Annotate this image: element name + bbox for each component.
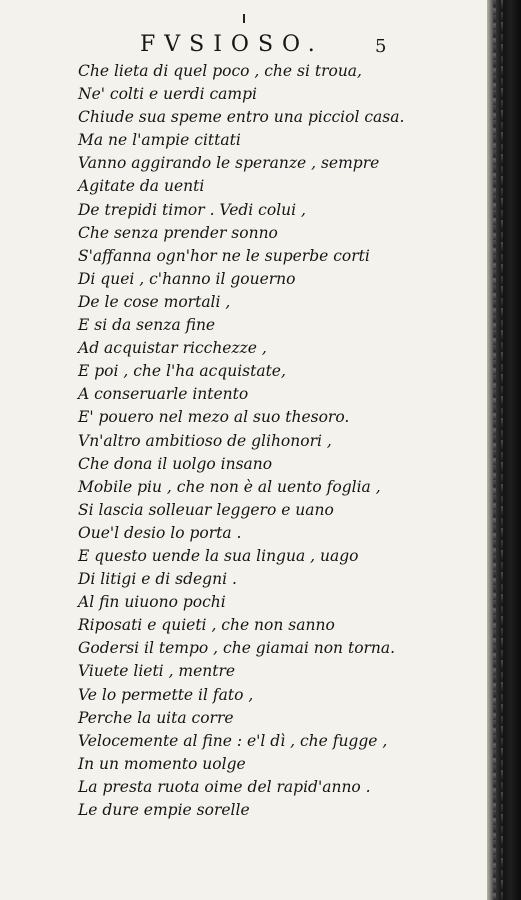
verse-line: Perche la uita corre: [78, 708, 234, 727]
verse-line: Che lieta di quel poco , che si troua,: [78, 62, 362, 80]
page-number: 5: [375, 36, 387, 57]
verse-line: A conseruarle intento: [78, 385, 249, 404]
verse-line: Che dona il uolgo insano: [78, 454, 273, 473]
verse-line: Vanno aggirando le speranze , sempre: [78, 154, 380, 173]
verse-line: De trepidi timor . Vedi colui ,: [78, 200, 306, 219]
verse-line: De le cose mortali ,: [78, 292, 231, 311]
verse-line: E si da senza fine: [78, 316, 216, 335]
print-mark: [243, 14, 245, 23]
verse-line: E' pouero nel mezo al suo thesoro.: [78, 408, 350, 427]
verse-line: Ve lo permette il fato ,: [78, 685, 254, 704]
verse-list: [78, 60, 404, 822]
verse-line: Le dure empie sorelle: [78, 801, 250, 819]
verse-line: Chiude sua speme entro una picciol casa.: [78, 108, 405, 127]
verse-line: Che senza prender sonno: [78, 223, 278, 242]
verse-line: Ma ne l'ampie cittati: [78, 131, 241, 150]
verse-line: Agitate da uenti: [78, 177, 205, 196]
verse-line: In un momento uolge: [78, 754, 246, 773]
book-binding-edge: [487, 0, 521, 900]
verse-line: Di quei , c'hanno il gouerno: [78, 269, 296, 288]
verse-line: E poi , che l'ha acquistate,: [78, 362, 286, 381]
verse-line: La presta ruota oime del rapid'anno .: [78, 777, 371, 796]
verse-line: Ad acquistar ricchezze ,: [78, 339, 267, 358]
verse-line: Vn'altro ambitioso de glihonori ,: [78, 431, 332, 450]
verse-line: Al fin uiuono pochi: [78, 593, 226, 612]
verse-line: Velocemente al fine : e'l dì , che fugge ,: [78, 731, 388, 750]
verse-line: E questo uende la sua lingua , uago: [78, 546, 359, 565]
verse-line: Di litigi e di sdegni .: [78, 570, 237, 589]
verse-line: Riposati e quieti , che non sanno: [78, 616, 335, 635]
verse-line: Si lascia solleuar leggero e uano: [78, 500, 334, 519]
running-title: FVSIOSO.: [140, 32, 324, 57]
verse-line: Ne' colti e uerdi campi: [78, 85, 257, 104]
verse-line: Mobile piu , che non è al uento foglia ,: [78, 477, 381, 496]
verse-line: S'affanna ogn'hor ne le superbe corti: [78, 246, 370, 265]
verse-line: Godersi il tempo , che giamai non torna.: [78, 639, 396, 658]
verse-line: Oue'l desio lo porta .: [78, 523, 242, 542]
verse-line: Viuete lieti , mentre: [78, 662, 236, 681]
